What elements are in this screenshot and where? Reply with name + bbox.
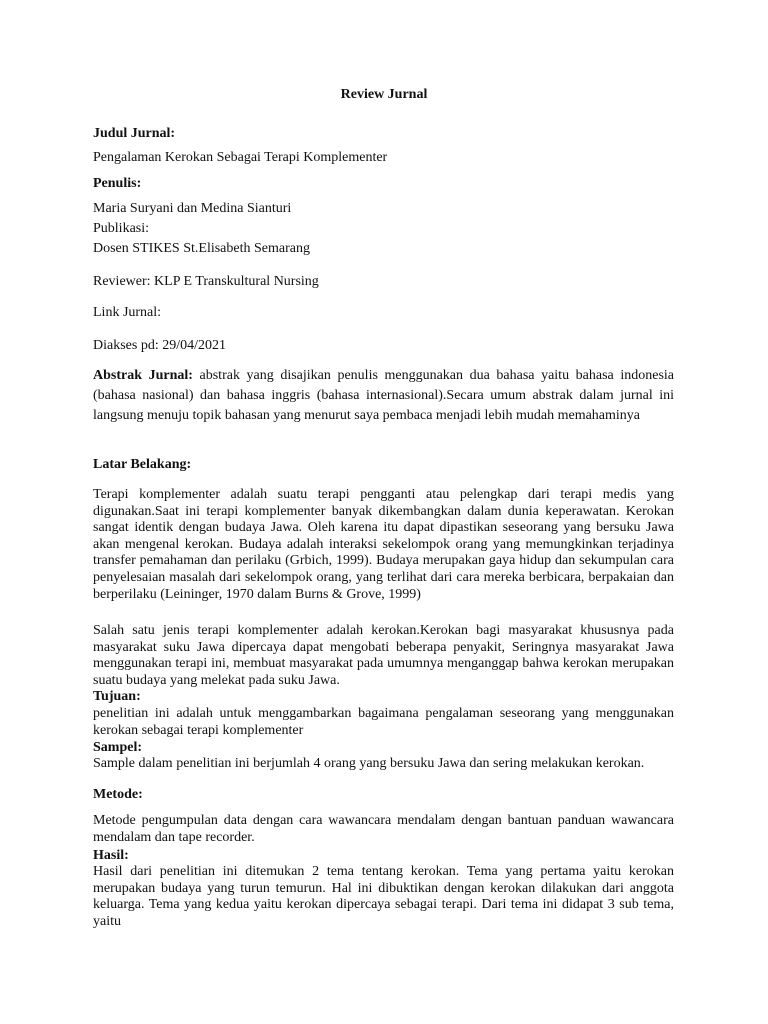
diakses-line: Diakses pd: 29/04/2021 [93,338,226,353]
reviewer-line: Reviewer: KLP E Transkultural Nursing [93,274,319,289]
latar-paragraph-2: Salah satu jenis terapi komplementer adalah kerokan.Kerokan bagi masyarakat khususnya pada masyarakat suku Jawa dipercaya dapat mengobati beberapa penyakit, Seringnya masyarakat Jawa menggunakan terapi ini, membuat masyarakat pada umumnya menganggap bahwa kerokan merupakan suatu budaya yang melekat pada suku Jawa. [93,623,674,688]
penulis-value: Maria Suryani dan Medina Sianturi [93,201,292,216]
publikasi-value: Dosen STIKES St.Elisabeth Semarang [93,241,310,256]
penulis-label: Penulis: [93,176,142,191]
latar-paragraph-1: Terapi komplementer adalah suatu terapi pengganti atau pelengkap dari terapi medis yang digunakan.Saat ini terapi komplementer banyak dikembangkan dalam dunia keperawatan. Kerokan sangat identik dengan budaya Jawa. Oleh karena itu dapat dipastikan seseorang yang bersuku Jawa akan mengenal kerokan. Budaya adalah interaksi sekelompok orang yang memungkinkan terjadinya transfer pemahaman dan perilaku (Grbich, 1999). Budaya merupakan gaya hidup dan sekumpulan cara penyelesaian masalah dari sekelompok orang, yang terlihat dari cara mereka berbicara, berpakaian dan berperilaku (Leininger, 1970 dalam Burns & Grove, 1999) [93,487,674,602]
metode-label: Metode: [93,787,143,802]
abstrak-paragraph [93,366,674,426]
judul-label: Judul Jurnal: [93,126,176,141]
metode-text: Metode pengumpulan data dengan cara wawancara mendalam dengan bantuan panduan wawancara mendalam dan tape recorder. [93,813,674,845]
sampel-text: Sample dalam penelitian ini berjumlah 4 orang yang bersuku Jawa dan sering melakukan kerokan. [93,756,645,771]
tujuan-text: penelitian ini adalah untuk menggambarkan bagaimana pengalaman seseorang yang menggunakan kerokan sebagai terapi komplementer [93,706,674,738]
link-line: Link Jurnal: [93,305,162,320]
judul-value: Pengalaman Kerokan Sebagai Terapi Komplementer [93,150,388,165]
latar-label: Latar Belakang: [93,457,192,472]
hasil-text: Hasil dari penelitian ini ditemukan 2 tema tentang kerokan. Tema yang pertama yaitu kerokan merupakan budaya yang turun temurun. Hal ini dibuktikan dengan kerokan dilakukan dari anggota keluarga. Tema yang kedua yaitu kerokan dipercaya sebagai terapi. Dari tema ini didapat 3 sub tema, yaitu [93,864,674,929]
tujuan-label: Tujuan: [93,689,141,704]
publikasi-label: Publikasi: [93,221,150,236]
abstrak-label: Abstrak Jurnal: [93,368,193,383]
sampel-label: Sampel: [93,740,142,755]
document-title: Review Jurnal [340,87,428,102]
hasil-label: Hasil: [93,848,129,863]
abstrak-text: abstrak yang disajikan penulis menggunakan dua bahasa yaitu bahasa indonesia (bahasa nasional) dan bahasa inggris (bahasa internasional).Secara umum abstrak dalam jurnal ini langsung menuju topik bahasan yang menurut saya pembaca menjadi lebih mudah memahaminya [93,368,674,423]
